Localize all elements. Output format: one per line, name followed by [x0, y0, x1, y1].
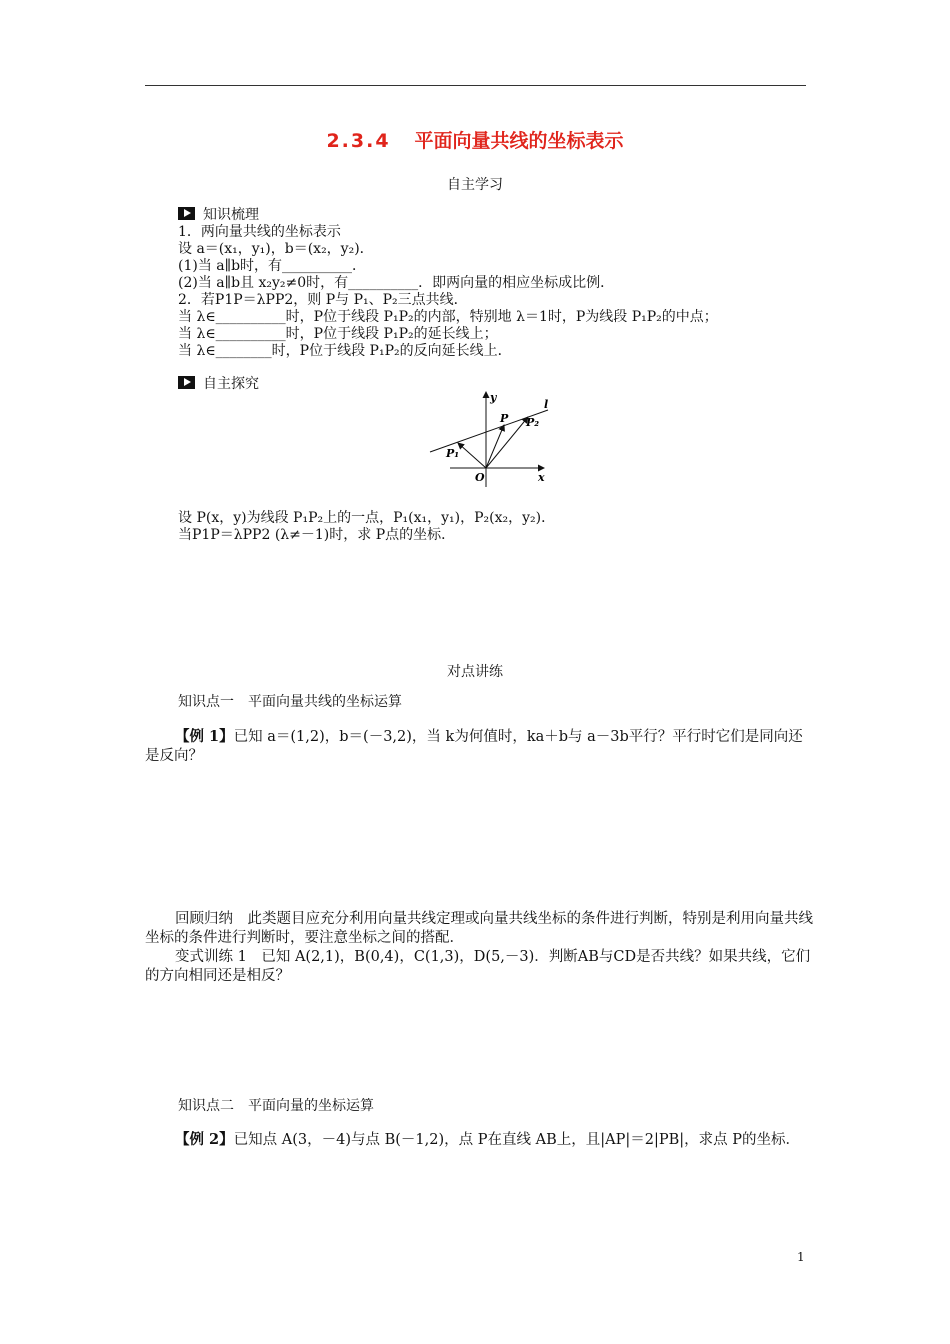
collinear-points-figure [420, 388, 555, 488]
header-rule [145, 85, 806, 86]
example1 [145, 727, 813, 766]
explore-line: 当P1P＝λPP2 (λ≠－1)时，求 P点的坐标． [178, 527, 456, 543]
section-self-study: 自主学习 [447, 177, 503, 193]
knowledge-line: 当 λ∈________时，P位于线段 P₁P₂的反向延长线上． [178, 343, 512, 359]
point2-heading: 知识点二 平面向量的坐标运算 [178, 1098, 374, 1114]
page-title [0, 126, 950, 153]
knowledge-line: (2)当 a∥b且 x₂y₂≠0时，有__________．即两向量的相应坐标成比例． [178, 275, 615, 291]
knowledge-line: 当 λ∈__________时，P位于线段 P₁P₂的内部，特别地 λ＝1时，P为线段 P₁P₂的中点； [178, 309, 718, 325]
example1-tag: 【例 1】 [175, 728, 234, 745]
knowledge-line: 设 a＝(x₁，y₁)，b＝(x₂，y₂)． [178, 241, 374, 257]
example2-text: 已知点 A(3，－4)与点 B(－1,2)，点 P在直线 AB上，且|AP|＝2|PB|，求点 P的坐标． [233, 1132, 800, 1148]
explore-heading: 自主探究 [178, 376, 259, 392]
summary-text: 回顾归纳 此类题目应充分利用向量共线定理或向量共线坐标的条件进行判断，特别是利用向量共线坐标的条件进行判断时，要注意坐标之间的搭配． [145, 911, 813, 946]
example2-tag: 【例 2】 [175, 1131, 234, 1148]
knowledge-line: (1)当 a∥b时，有__________． [178, 258, 367, 274]
point1-heading: 知识点一 平面向量共线的坐标运算 [178, 694, 402, 710]
label-l: l [544, 398, 549, 411]
example1-text: 已知 a＝(1,2)，b＝(－3,2)，当 k为何值时，ka＋b与 a－3b平行？平行时它们是同向还是反向？ [145, 729, 803, 764]
knowledge-heading: 知识梳理 [178, 207, 259, 223]
summary [145, 910, 813, 948]
play-triangle-icon [178, 207, 195, 220]
knowledge-line: 2．若P1P＝λPP2，则 P与 P₁、P₂三点共线． [178, 292, 468, 308]
label-y: y [490, 391, 497, 404]
variant1-text: 变式训练 1 已知 A(2,1)，B(0,4)，C(1,3)，D(5,－3)．判断AB与CD是否共线？如果共线，它们的方向相同还是相反？ [145, 949, 811, 984]
section-practice: 对点讲练 [447, 664, 503, 680]
page-number: 1 [797, 1250, 805, 1264]
label-o: O [475, 471, 485, 484]
variant1 [145, 948, 813, 986]
title-number: 2.3.4 [326, 130, 391, 152]
play-triangle-icon [178, 376, 195, 389]
label-x: x [538, 471, 545, 484]
knowledge-line: 当 λ∈__________时，P位于线段 P₁P₂的延长线上； [178, 326, 498, 342]
title-text: 平面向量共线的坐标表示 [414, 130, 624, 152]
explore-line: 设 P(x，y)为线段 P₁P₂上的一点，P₁(x₁，y₁)，P₂(x₂，y₂)． [178, 510, 556, 526]
label-p: P [500, 412, 509, 425]
label-p2: P₂ [526, 416, 540, 429]
example2 [145, 1130, 813, 1150]
label-p1: P₁ [446, 447, 460, 460]
knowledge-line: 1．两向量共线的坐标表示 [178, 224, 341, 240]
vector-op1 [458, 443, 486, 468]
